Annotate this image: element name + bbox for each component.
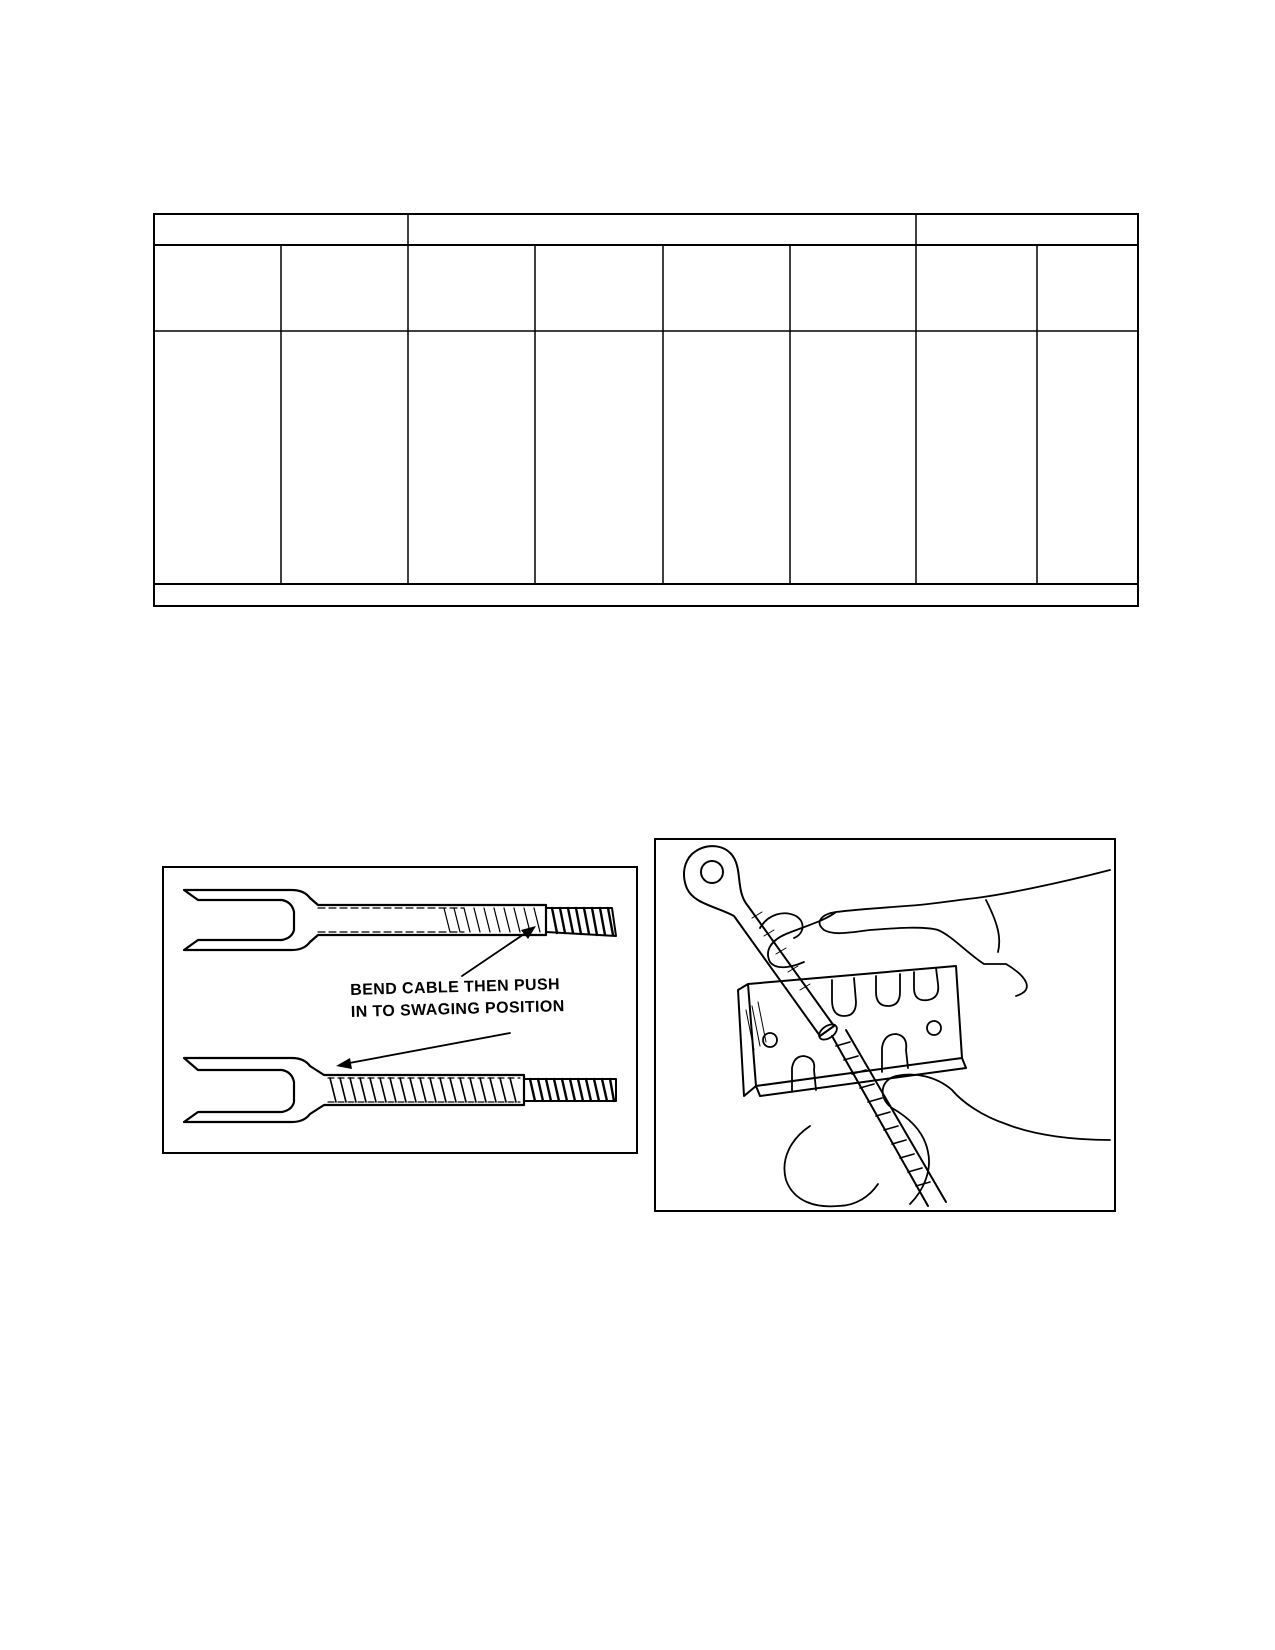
ruled-table bbox=[0, 0, 1275, 620]
fork-terminal-callout bbox=[350, 972, 621, 1024]
fork-terminal-top bbox=[184, 890, 616, 950]
callout-line-1: BEND CABLE THEN PUSH bbox=[350, 976, 561, 999]
lower-hand bbox=[784, 1075, 1110, 1207]
callout-line-2: IN TO SWAGING POSITION bbox=[350, 998, 565, 1021]
gauge-plate bbox=[738, 966, 966, 1096]
fork-terminal-bottom bbox=[184, 1058, 616, 1122]
table-frame bbox=[154, 214, 1138, 606]
twisted-cable bbox=[832, 1030, 946, 1206]
fork-terminal-figure bbox=[162, 866, 638, 1154]
swaging-tool bbox=[684, 846, 840, 1043]
swaging-gauge-figure bbox=[654, 838, 1116, 1212]
swaging-gauge-drawing bbox=[656, 840, 1114, 1210]
